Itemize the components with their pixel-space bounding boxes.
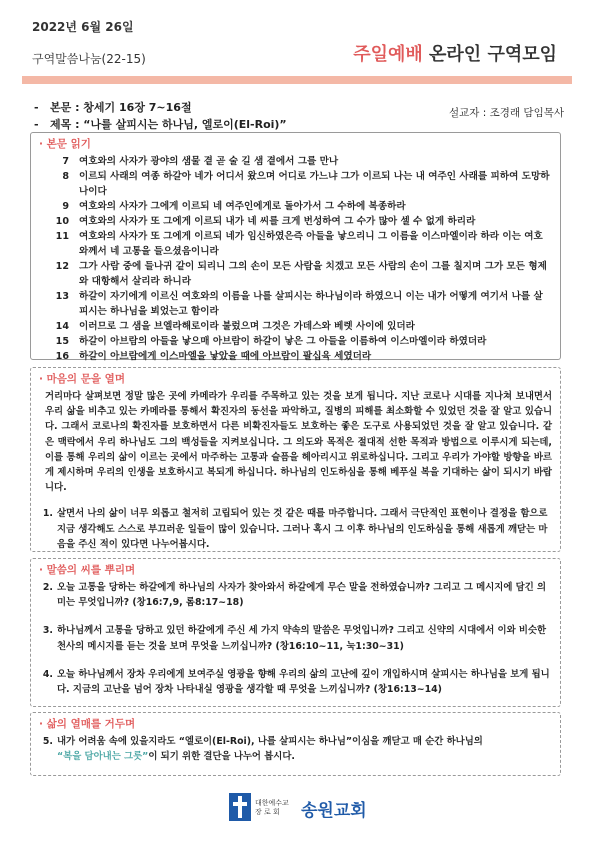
preacher: 설교자 : 조경래 담임목사: [449, 107, 564, 119]
bulletin-date: 2022년 6월 26일: [32, 20, 134, 34]
question-number: 3.: [42, 625, 53, 637]
sermon-info: [34, 99, 564, 133]
verse-text: 그가 사람 중에 들나귀 같이 되리니 그의 손이 모든 사람을 치겠고 모든 사람의 손이 그를 칠지며 그가 모든 형제와 대항해서 살리라 하니라: [79, 261, 547, 287]
verse-text: 이르되 사래의 여종 하갈아 네가 어디서 왔으며 어디로 가느냐 그가 이르되 나는 내 여주인 사래를 피하여 도망하나이다: [79, 171, 550, 197]
life-fruit-box: [30, 712, 561, 776]
highlight-phrase: “복을 담아내는 그릇”: [57, 751, 149, 763]
verse-number: 7: [62, 156, 69, 167]
verse-text: 하갈이 아브람의 아들을 낳으매 아브람이 하갈이 낳은 그 아들을 이름하여 이스마엘이라 하였더라: [79, 336, 487, 347]
header-divider-bar: [22, 76, 572, 84]
question-item: [31, 580, 560, 610]
verse-row: [31, 214, 560, 229]
verse-number: 8: [62, 171, 69, 182]
question-text: 살면서 나의 삶이 너무 외롭고 철저히 고립되어 있는 것 같은 때를 마주합니다. 그래서 극단적인 표현이나 결정을 함으로 지금 생각해도 스스로 부끄러운 일들이 많이 있습니다. 그러나 혹시 그 이후 하나님의 인도하심을 통해 새롭게 깨닫는 마음을 주신 적이 있다면 나누어봅시다.: [57, 508, 548, 550]
question-text-part: 내가 어려움 속에 있을지라도 “엘로이(El-Roi), 나를 살피시는 하나님”이심을 깨닫고 매 순간 하나님의: [57, 736, 483, 747]
denomination-label: [255, 799, 289, 817]
verse-text: 여호와의 사자가 또 그에게 이르되 내가 네 씨를 크게 번성하여 그 수가 많아 셀 수 없게 하리라: [79, 216, 476, 227]
verse-text: 여호와의 사자가 또 그에게 이르되 네가 임신하였은즉 아들을 낳으리니 그 이름을 이스마엘이라 하라 이는 여호와께서 네 고통을 들으셨음이니라: [79, 231, 543, 257]
question-text: 하나님께서 고통을 당하고 있던 하갈에게 주신 세 가지 약속의 말씀은 무엇입니까? 그리고 신약의 시대에서 이와 비슷한 천사의 메시지를 듣는 것을 보며 무엇을 느끼십니까? (창16:10~11, 눅1:30~31): [57, 625, 547, 652]
question-text-part: 이 되기 위한 결단을 나누어 봅시다.: [148, 751, 295, 763]
opening-box: [30, 367, 561, 552]
verse-row: [31, 154, 560, 169]
verse-number: 12: [55, 261, 69, 272]
question-item: [31, 623, 560, 653]
question-text: 오늘 고통을 당하는 하갈에게 하나님의 사자가 찾아와서 하갈에게 무슨 말을 전하였습니까? 그리고 그 메시지에 담긴 의미는 무엇입니까? (창16:7,9, 롬8:17~18): [57, 582, 547, 609]
verse-number: 13: [55, 291, 69, 302]
verse-row: [31, 319, 560, 334]
verse-list: [31, 154, 560, 364]
verse-text: 이러므로 그 샘을 브엘라해로이라 불렀으며 그것은 가데스와 베렛 사이에 있더라: [79, 321, 415, 332]
series-number: 구역말씀나눔(22-15): [32, 52, 146, 66]
passage-row: - 본문 : 창세기 16장 7~16절: [34, 101, 192, 114]
title-rest: 온라인 구역모임: [422, 44, 557, 65]
sermon-title-row: - 제목 : “나를 살피시는 하나님, 엘로이(El-Roi)”: [34, 118, 287, 131]
question-text: 오늘 하나님께서 장차 우리에게 보여주실 영광을 향해 우리의 삶의 고난에 깊이 개입하시며 살피시는 하나님을 보게 됩니다. 지금의 고난을 넘어 장차 나타내실 영광을 생각할 때 무엇을 느끼십니까? (창16:13~14): [57, 668, 550, 696]
passage: 본문 : 창세기 16장 7~16절: [50, 101, 192, 114]
denomination-line: 장 로 회: [255, 808, 280, 816]
page-title: [353, 40, 557, 66]
word-seed-box: [30, 558, 561, 707]
verse-row: [31, 334, 560, 349]
question-item: [31, 506, 560, 552]
verse-number: 9: [62, 201, 69, 212]
question-number: 4.: [42, 668, 53, 680]
verse-number: 15: [55, 336, 69, 347]
title-accent: 주일예배: [353, 44, 423, 65]
verse-row: [31, 349, 560, 364]
denomination-line: 대한예수교: [255, 799, 289, 807]
verse-number: 10: [55, 216, 69, 227]
section-title-fruit: · 삶의 열매를 거두며: [39, 718, 136, 730]
sermon-title: 제목 : “나를 살피시는 하나님, 엘로이(El-Roi)”: [50, 118, 287, 131]
question-number: 1.: [42, 508, 53, 520]
verse-row: [31, 229, 560, 259]
section-title-reading: · 본문 읽기: [39, 138, 91, 150]
question-number: 5.: [42, 736, 53, 747]
verse-text: 하갈이 자기에게 이르신 여호와의 이름을 나를 살피시는 하나님이라 하였으니 이는 내가 어떻게 여기서 나를 살피시는 하나님을 뵈었는고 함이라: [79, 291, 543, 317]
cross-logo-icon: [229, 793, 251, 821]
verse-text: 하갈이 아브람에게 이스마엘을 낳았을 때에 아브람이 팔십육 세였더라: [79, 351, 372, 362]
verse-number: 11: [55, 231, 69, 242]
scripture-reading-box: [30, 132, 561, 360]
verse-number: 14: [55, 321, 69, 332]
verse-row: [31, 199, 560, 214]
question-list: [31, 580, 560, 697]
section-title-seed: · 말씀의 씨를 뿌리며: [39, 564, 136, 576]
verse-text: 여호와의 사자가 그에게 이르되 네 여주인에게로 돌아가서 그 수하에 복종하라: [79, 201, 406, 212]
opening-paragraph: 거리마다 살펴보면 정말 많은 곳에 카메라가 우리를 주목하고 있는 것을 보게 됩니다. 지난 코로나 시대를 지나쳐 보내면서 우리 삶을 비추고 있는 카메라를 통해서 확진자의 동선을 파악하고, 질병의 피해를 최소화할 수 있었던 것을 잘 알고 있습니다. 그래서 코로나의 확진자를 보호하면서 다른 비확진자들도 보호하는 좋은 도구로 사용되었던 것을 잘 알고 있습니다. 같은 맥락에서 우리 하나님도 그의 백성들을 지켜보십니다. 그 의도와 목적은 절대적 선한 목적과 방법으로 이루시게 되는데, 이를 통해 우리의 삶이 이르는 곳에서 마주하는 고통과 슬픔을 헤아리시고 위로하십니다. 그리고 우리가 가야할 방향을 바르게 제시하며 우리의 인생을 보호하시고 복되게 하십니다. 하나님의 인도하심을 통해 베푸실 복을 기대하는 삶이 되시기 바랍니다.: [45, 391, 552, 494]
header: [0, 0, 595, 76]
question-number: 2.: [42, 582, 53, 593]
verse-row: [31, 169, 560, 199]
verse-number: 16: [55, 351, 69, 362]
question-item: [31, 734, 560, 764]
verse-row: [31, 289, 560, 319]
footer: [0, 793, 595, 823]
church-name: 송원교회: [301, 801, 367, 821]
question-item: [31, 667, 560, 697]
section-title-opening: · 마음의 문을 열며: [39, 373, 125, 385]
verse-text: 여호와의 사자가 광야의 샘물 곁 곧 술 길 샘 곁에서 그를 만나: [79, 156, 339, 167]
question-text: [57, 734, 550, 764]
verse-row: [31, 259, 560, 289]
